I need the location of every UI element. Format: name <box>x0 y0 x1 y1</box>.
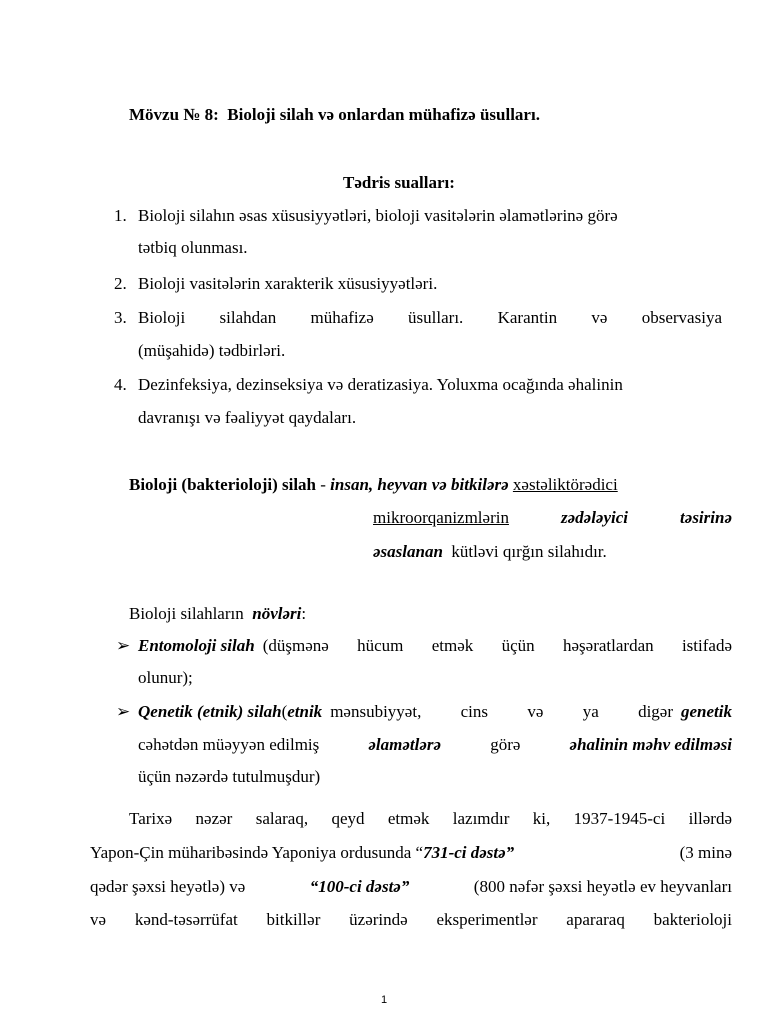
definition-line-1 <box>129 475 618 495</box>
types-item-2-bold-3: genetik <box>681 702 732 721</box>
types-item-2-bold: Qenetik (etnik) silah <box>138 702 282 721</box>
types-intro <box>129 604 306 624</box>
questions-heading: Tədris sualları: <box>343 173 455 192</box>
definition-line-3 <box>373 542 607 562</box>
page-number: 1 <box>380 994 388 1006</box>
history-line-2 <box>90 843 732 863</box>
definition-italic-3: təsirinə <box>680 508 732 527</box>
types-item-2-l2-d: əhalinin məhv edilməsi <box>569 735 732 754</box>
title-prefix: Mövzu № 8: <box>129 105 219 124</box>
bullet-arrow-icon: ➢ <box>116 702 131 722</box>
question-number: 1. <box>114 206 127 225</box>
types-item-2 <box>138 702 732 722</box>
history-line-4: və kənd-təsərrüfat bitkillər üzərində eksperimentlər apararaq bakterioloji <box>90 910 732 929</box>
types-intro-text: Bioloji silahların <box>129 604 244 623</box>
types-item-2-bold-2: etnik <box>287 702 323 721</box>
history-line-3-a: qədər şəxsi heyətlə) və <box>90 877 246 896</box>
types-item-2-l2-a: cəhətdən müəyyən edilmiş <box>138 735 320 754</box>
question-number: 2. <box>114 274 127 293</box>
history-line-3-b: “100-ci dəstə” <box>309 877 410 896</box>
question-text: Bioloji silahdan mühafizə üsulları. Karantin və observasiya <box>138 308 722 327</box>
question-number: 4. <box>114 375 127 394</box>
definition-tail: kütləvi qırğın silahıdır. <box>451 542 607 561</box>
history-line-3-c: (800 nəfər şəxsi heyətlə ev heyvanları <box>473 877 732 896</box>
types-intro-bold: növləri <box>252 604 302 623</box>
history-line-2-a: Yapon-Çin müharibəsində Yaponiya ordusunda “ <box>90 843 424 862</box>
types-item-1 <box>138 636 732 656</box>
types-item-2-l2-c: görə <box>490 735 521 754</box>
definition-dash: - <box>320 475 326 494</box>
history-line-2-c: (3 minə <box>679 843 732 862</box>
question-number: 3. <box>114 308 127 327</box>
types-item-2-line-2 <box>138 735 732 755</box>
question-text-cont: davranışı və fəaliyyət qaydaları. <box>138 408 357 427</box>
question-text: Dezinfeksiya, dezinseksiya və deratizasiya. Yoluxma ocağında əhalinin <box>138 375 623 394</box>
question-text: Bioloji vasitələrin xarakterik xüsusiyyətləri. <box>138 274 438 293</box>
history-line-2-b: 731-ci dəstə” <box>423 843 515 862</box>
bullet-arrow-icon: ➢ <box>116 636 131 656</box>
definition-italic-4: əsaslanan <box>373 542 443 561</box>
document-title <box>129 105 540 125</box>
types-item-2-rest: mənsubiyyət, cins və ya digər <box>330 702 673 721</box>
types-item-2-paren: ( <box>281 702 288 721</box>
types-item-1-cont: olunur); <box>138 668 193 687</box>
history-line-3 <box>90 877 732 897</box>
types-intro-colon: : <box>301 604 307 623</box>
question-text-cont: tətbiq olunması. <box>138 238 248 257</box>
types-item-1-rest: (düşmənə hücum etmək üçün həşəratlardan istifadə <box>262 636 732 655</box>
types-item-2-l2-b: əlamətlərə <box>368 735 442 754</box>
definition-line-2 <box>373 508 732 528</box>
definition-italic-1: insan, heyvan və bitkilərə <box>330 475 509 494</box>
title-text: Bioloji silah və onlardan mühafizə üsulları. <box>227 105 540 124</box>
definition-underlined-2: mikroorqanizmlərin <box>373 508 509 527</box>
history-line-1: Tarixə nəzər salaraq, qeyd etmək lazımdır ki, 1937-1945-ci illərdə <box>129 809 732 828</box>
question-text-cont: (müşahidə) tədbirləri. <box>138 341 286 360</box>
definition-term: Bioloji (bakterioloji) silah <box>129 475 316 494</box>
types-item-2-line-3: üçün nəzərdə tutulmuşdur) <box>138 767 321 786</box>
types-item-1-bold: Entomoloji silah <box>138 636 255 655</box>
definition-italic-2: zədələyici <box>561 508 629 527</box>
definition-underlined-1: xəstəliktörədici <box>512 475 618 494</box>
question-text: Bioloji silahın əsas xüsusiyyətləri, bioloji vasitələrin əlamətlərinə görə <box>138 206 618 225</box>
